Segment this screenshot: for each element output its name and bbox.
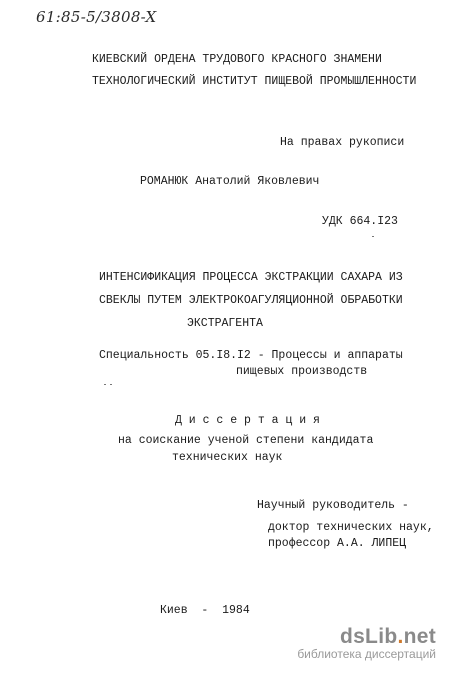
specialty-line-2: пищевых производств (236, 365, 368, 378)
supervisor-degree: доктор технических наук, (268, 521, 434, 534)
title-line-1: ИНТЕНСИФИКАЦИЯ ПРОЦЕССА ЭКСТРАКЦИИ САХАРА ИЗ (99, 271, 403, 284)
udk-code: УДК 664.I23 (322, 215, 398, 228)
handwritten-archive-code: 61:85-5/3808-X (36, 8, 157, 26)
supervisor-name: профессор А.А. ЛИПЕЦ (268, 537, 407, 550)
dslib-logo: dsLib.net (339, 625, 436, 648)
dissertation-degree-line-1: на соискание ученой степени кандидата (118, 434, 374, 447)
title-line-3: ЭКСТРАГЕНТА (187, 317, 263, 330)
institution-line-1: КИЕВСКИЙ ОРДЕНА ТРУДОВОГО КРАСНОГО ЗНАМЕНИ (92, 53, 382, 66)
scan-speck (110, 384, 112, 385)
dslib-watermark (297, 625, 436, 661)
dslib-caption: библиотека диссертаций (297, 647, 436, 661)
place-and-year: Киев - 1984 (160, 604, 250, 617)
dissertation-heading: Д и с с е р т а ц и я (175, 414, 320, 427)
scan-speck (104, 384, 106, 385)
institution-line-2: ТЕХНОЛОГИЧЕСКИЙ ИНСТИТУТ ПИЩЕВОЙ ПРОМЫШЛЕННОСТИ (92, 75, 417, 88)
supervisor-label: Научный руководитель - (257, 499, 409, 512)
dissertation-degree-line-2: технических наук (172, 451, 283, 464)
scan-speck (372, 236, 374, 237)
title-line-2: СВЕКЛЫ ПУТЕМ ЭЛЕКТРОКОАГУЛЯЦИОННОЙ ОБРАБОТКИ (99, 294, 403, 307)
author-name: РОМАНЮК Анатолий Яковлевич (140, 175, 320, 188)
manuscript-rights-note: На правах рукописи (280, 136, 405, 149)
specialty-line-1: Специальность 05.I8.I2 - Процессы и аппараты (99, 349, 403, 362)
